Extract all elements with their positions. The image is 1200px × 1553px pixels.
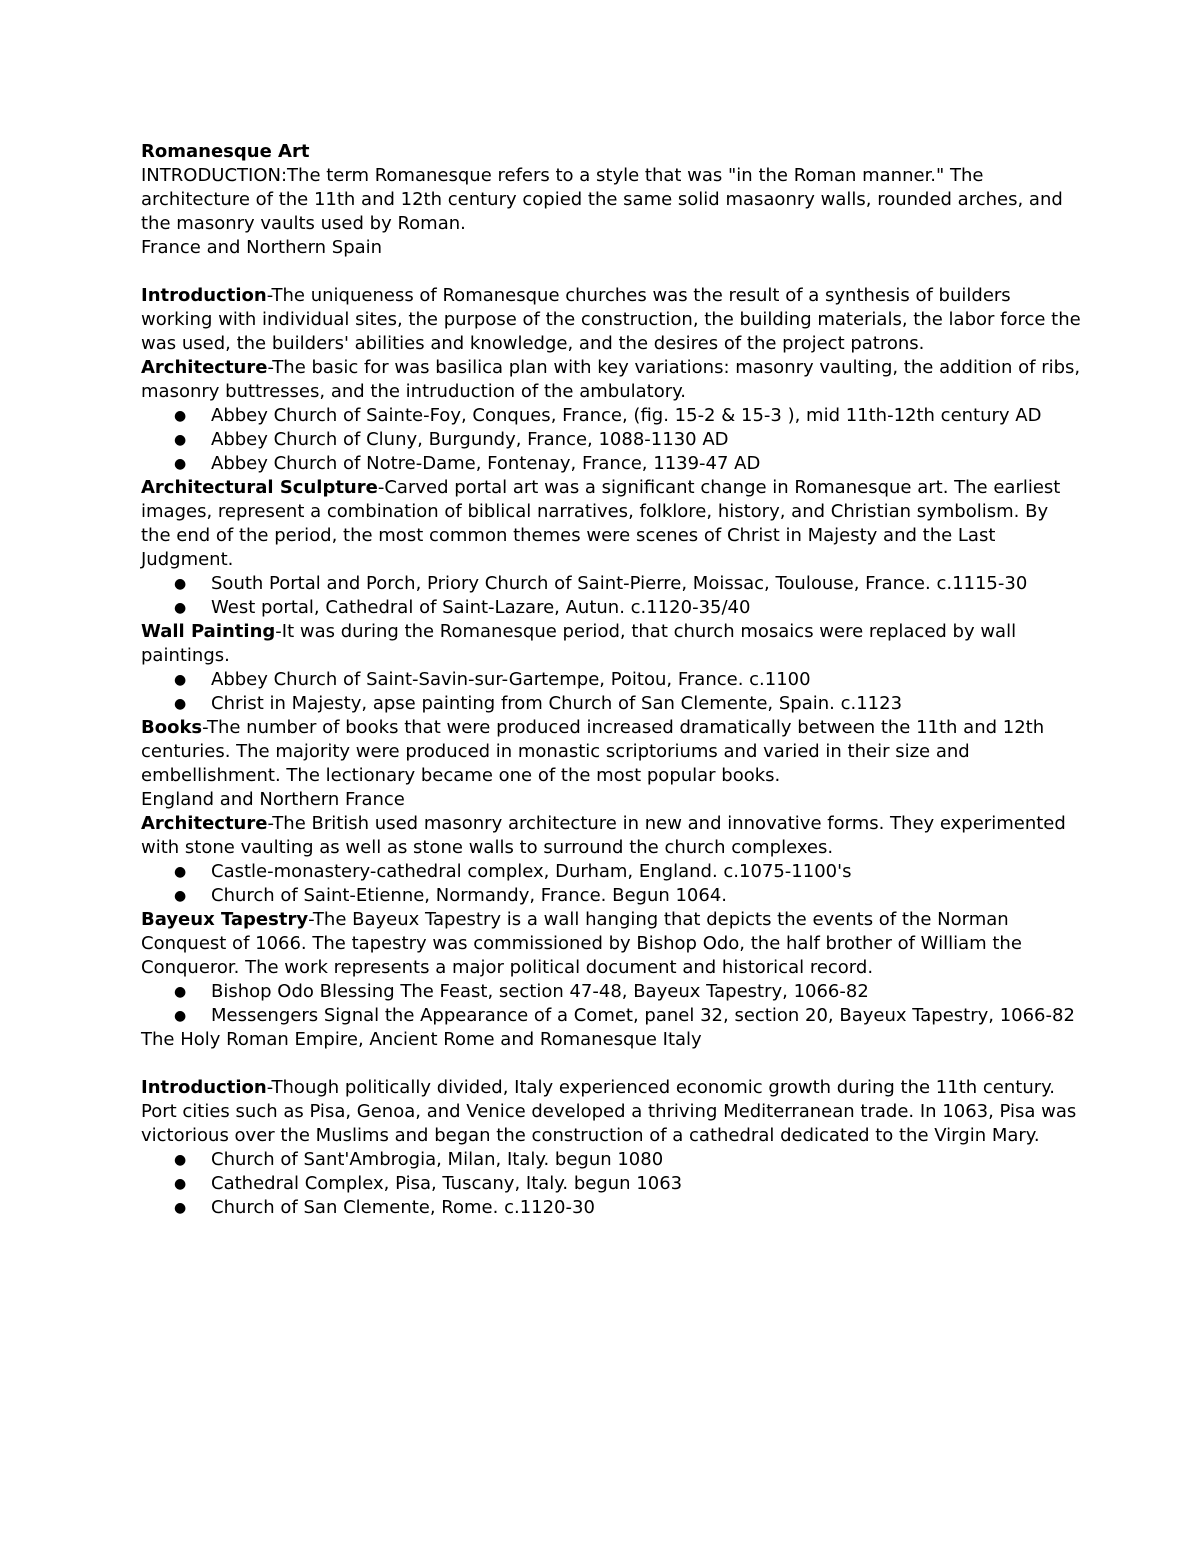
list-item: ● Church of Sant'Ambrogia, Milan, Italy. begun 1080 <box>174 1149 664 1170</box>
bullet-icon: ● <box>174 696 187 712</box>
list-item: ● West portal, Cathedral of Saint-Lazare, Autun. c.1120-35/40 <box>174 597 751 618</box>
paragraph-heading: Architecture <box>141 357 268 378</box>
paragraph-heading: Bayeux Tapestry <box>141 909 309 930</box>
paragraph-text: -The British used masonry architecture in new and innovative forms. They experimented with stone vaulting as well as stone walls to surround the church complexes. <box>141 813 1066 858</box>
list-item: ● Abbey Church of Saint-Savin-sur-Gartempe, Poitou, France. c.1100 <box>174 669 811 690</box>
list-item: ● Abbey Church of Notre-Dame, Fontenay, France, 1139-47 AD <box>174 453 761 474</box>
paragraph-text: -Carved portal art was a significant change in Romanesque art. The earliest images, represent a combination of biblical narratives, folklore, history, and Christian symbolism. By the end of the period, the most common themes were scenes of Christ in Majesty and the Last Judgment. <box>141 477 1061 570</box>
list-item: ● Church of San Clemente, Rome. c.1120-30 <box>174 1197 595 1218</box>
paragraph-bayeux-tapestry <box>141 908 1081 980</box>
list-item: ● Abbey Church of Cluny, Burgundy, France, 1088-1130 AD <box>174 429 729 450</box>
paragraph-introduction <box>141 284 1081 356</box>
bullet-icon: ● <box>174 408 187 424</box>
bullet-icon: ● <box>174 576 187 592</box>
paragraph-text: -The number of books that were produced increased dramatically between the 11th and 12th centuries. The majority were produced in monastic scriptoriums and varied in their size and embellishment. The lectionary became one of the most popular books. <box>141 717 1045 786</box>
blank-line <box>141 260 1081 284</box>
paragraph-text: -The basic for was basilica plan with key variations: masonry vaulting, the addition of ribs, masonry buttresses, and the intruduction of the ambulatory. <box>141 357 1081 402</box>
paragraph-heading: Books <box>141 717 203 738</box>
bullet-icon: ● <box>174 1152 187 1168</box>
bullet-icon: ● <box>174 1008 187 1024</box>
bullet-list-architecture <box>141 404 1081 476</box>
paragraph-text: -It was during the Romanesque period, that church mosaics were replaced by wall paintings. <box>141 621 1017 666</box>
document-title: Romanesque Art <box>141 141 310 162</box>
bullet-icon: ● <box>174 984 187 1000</box>
list-item: ● South Portal and Porch, Priory Church of Saint-Pierre, Moissac, Toulouse, France. c.1115-30 <box>174 573 1028 594</box>
intro-paragraph: INTRODUCTION:The term Romanesque refers to a style that was "in the Roman manner." The architecture of the 11th and 12th century copied the same solid masaonry walls, rounded arches, and the masonry vaults used by Roman. <box>141 165 1063 234</box>
list-item: ● Church of Saint-Etienne, Normandy, France. Begun 1064. <box>174 885 728 906</box>
region-heading-england-france: England and Northern France <box>141 789 405 810</box>
paragraph-heading: Introduction <box>141 285 267 306</box>
bullet-icon: ● <box>174 1176 187 1192</box>
paragraph-introduction-italy <box>141 1076 1081 1148</box>
bullet-icon: ● <box>174 432 187 448</box>
region-heading-france-spain: France and Northern Spain <box>141 237 383 258</box>
bullet-list-architecture-england <box>141 860 1081 908</box>
bullet-list-italy <box>141 1148 1081 1220</box>
paragraph-heading: Architecture <box>141 813 268 834</box>
bullet-icon: ● <box>174 672 187 688</box>
list-item: ● Christ in Majesty, apse painting from Church of San Clemente, Spain. c.1123 <box>174 693 903 714</box>
paragraph-text: -Though politically divided, Italy experienced economic growth during the 11th century. Port cities such as Pisa, Genoa, and Venice developed a thriving Mediterranean trade. In 1063, Pisa was victorious over the Muslims and began the construction of a cathedral dedicated to the Virgin Mary. <box>141 1077 1077 1146</box>
bullet-icon: ● <box>174 456 187 472</box>
bullet-icon: ● <box>174 888 187 904</box>
bullet-list-tapestry <box>141 980 1081 1028</box>
bullet-icon: ● <box>174 1200 187 1216</box>
paragraph-heading: Architectural Sculpture <box>141 477 378 498</box>
paragraph-heading: Wall Painting <box>141 621 276 642</box>
list-item: ● Messengers Signal the Appearance of a Comet, panel 32, section 20, Bayeux Tapestry, 1066-82 <box>174 1005 1075 1026</box>
paragraph-books <box>141 716 1081 788</box>
list-item: ● Castle-monastery-cathedral complex, Durham, England. c.1075-1100's <box>174 861 852 882</box>
bullet-list-wall-painting <box>141 668 1081 716</box>
list-item: ● Cathedral Complex, Pisa, Tuscany, Italy. begun 1063 <box>174 1173 683 1194</box>
paragraph-architectural-sculpture <box>141 476 1081 572</box>
bullet-icon: ● <box>174 864 187 880</box>
paragraph-heading: Introduction <box>141 1077 267 1098</box>
paragraph-text: -The uniqueness of Romanesque churches was the result of a synthesis of builders working with individual sites, the purpose of the construction, the building materials, the labor force the was used, the builders' abilities and knowledge, and the desires of the project patrons. <box>141 285 1081 354</box>
list-item: ● Abbey Church of Sainte-Foy, Conques, France, (fig. 15-2 & 15-3 ), mid 11th-12th century AD <box>174 405 1042 426</box>
document-body <box>141 140 1081 1220</box>
paragraph-text: -The Bayeux Tapestry is a wall hanging that depicts the events of the Norman Conquest of 1066. The tapestry was commissioned by Bishop Odo, the half brother of William the Conqueror. The work represents a major political document and historical record. <box>141 909 1022 978</box>
bullet-icon: ● <box>174 600 187 616</box>
list-item: ● Bishop Odo Blessing The Feast, section 47-48, Bayeux Tapestry, 1066-82 <box>174 981 869 1002</box>
bullet-list-sculpture <box>141 572 1081 620</box>
paragraph-architecture-england <box>141 812 1081 860</box>
blank-line <box>141 1052 1081 1076</box>
paragraph-wall-painting <box>141 620 1081 668</box>
paragraph-architecture <box>141 356 1081 404</box>
region-heading-italy: The Holy Roman Empire, Ancient Rome and Romanesque Italy <box>141 1029 702 1050</box>
